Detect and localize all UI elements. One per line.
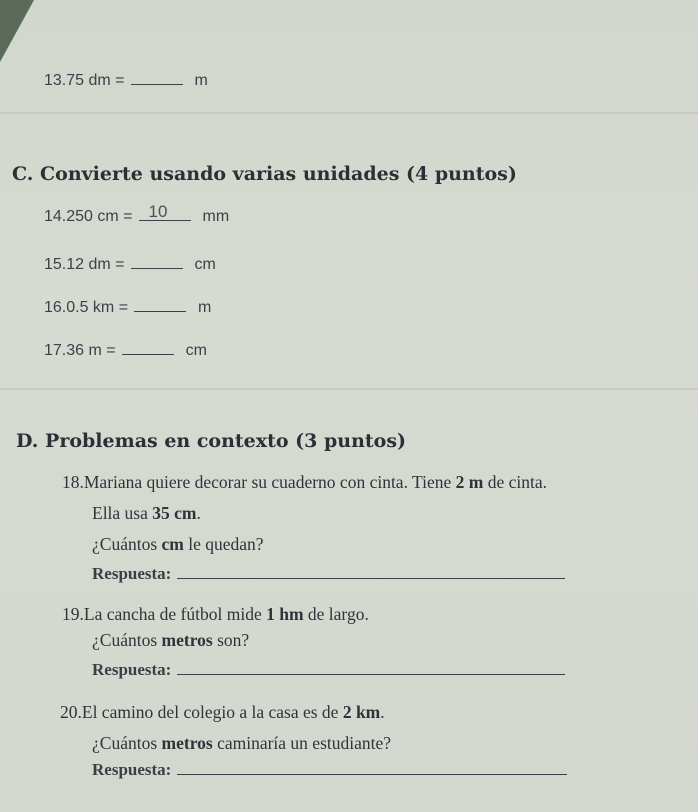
problem-19-answer <box>92 660 565 680</box>
exercise-prefix: 13.75 dm = <box>44 72 125 89</box>
problem-18-statement-cont: Ella usa 35 cm. <box>92 503 201 523</box>
conversion-unit: cm <box>194 256 216 273</box>
problem-20-answer <box>92 760 567 780</box>
conversion-prefix: 17.36 m = <box>44 342 116 359</box>
handwritten-answer: 10 <box>148 202 168 221</box>
problem-19-question: ¿Cuántos metros son? <box>92 630 250 650</box>
answer-label: Respuesta: <box>92 564 172 583</box>
conversion-unit: cm <box>185 342 207 359</box>
answer-blank[interactable] <box>134 297 186 312</box>
problem-20-question: ¿Cuántos metros caminaría un estudiante? <box>92 733 392 753</box>
problem-18-statement: 18.Mariana quiere decorar su cuaderno con cinta. Tiene 2 m de cinta. <box>62 472 547 492</box>
problem-18-question: ¿Cuántos cm le quedan? <box>92 534 264 554</box>
exercise-top <box>44 70 208 90</box>
conversion-item-17 <box>44 340 207 360</box>
problem-20-statement: 20.El camino del colegio a la casa es de 2 km. <box>60 702 385 722</box>
answer-blank[interactable] <box>131 70 183 85</box>
conversion-prefix: 16.0.5 km = <box>44 299 129 316</box>
conversion-item-14 <box>44 202 230 226</box>
answer-blank[interactable] <box>122 340 174 355</box>
answer-line[interactable] <box>177 662 565 675</box>
conversion-unit: m <box>198 299 212 316</box>
paper-fold-line <box>0 112 698 114</box>
paper-fold-line <box>0 388 698 390</box>
answer-blank[interactable] <box>139 202 191 221</box>
conversion-prefix: 15.12 dm = <box>44 256 125 273</box>
problem-18-answer <box>92 564 565 584</box>
problem-19-statement: 19.La cancha de fútbol mide 1 hm de largo. <box>62 604 369 624</box>
conversion-prefix: 14.250 cm = <box>44 208 133 225</box>
conversion-unit: mm <box>202 208 230 225</box>
section-c-heading: C. Convierte usando varias unidades (4 puntos) <box>12 163 517 185</box>
conversion-item-16 <box>44 297 211 317</box>
section-d-heading: D. Problemas en contexto (3 puntos) <box>16 430 407 452</box>
answer-label: Respuesta: <box>92 760 172 779</box>
answer-label: Respuesta: <box>92 660 172 679</box>
answer-blank[interactable] <box>131 254 183 269</box>
answer-line[interactable] <box>177 566 565 579</box>
paper-corner-shadow <box>0 0 34 62</box>
exercise-unit: m <box>194 72 208 89</box>
answer-line[interactable] <box>177 762 567 775</box>
conversion-item-15 <box>44 254 216 274</box>
